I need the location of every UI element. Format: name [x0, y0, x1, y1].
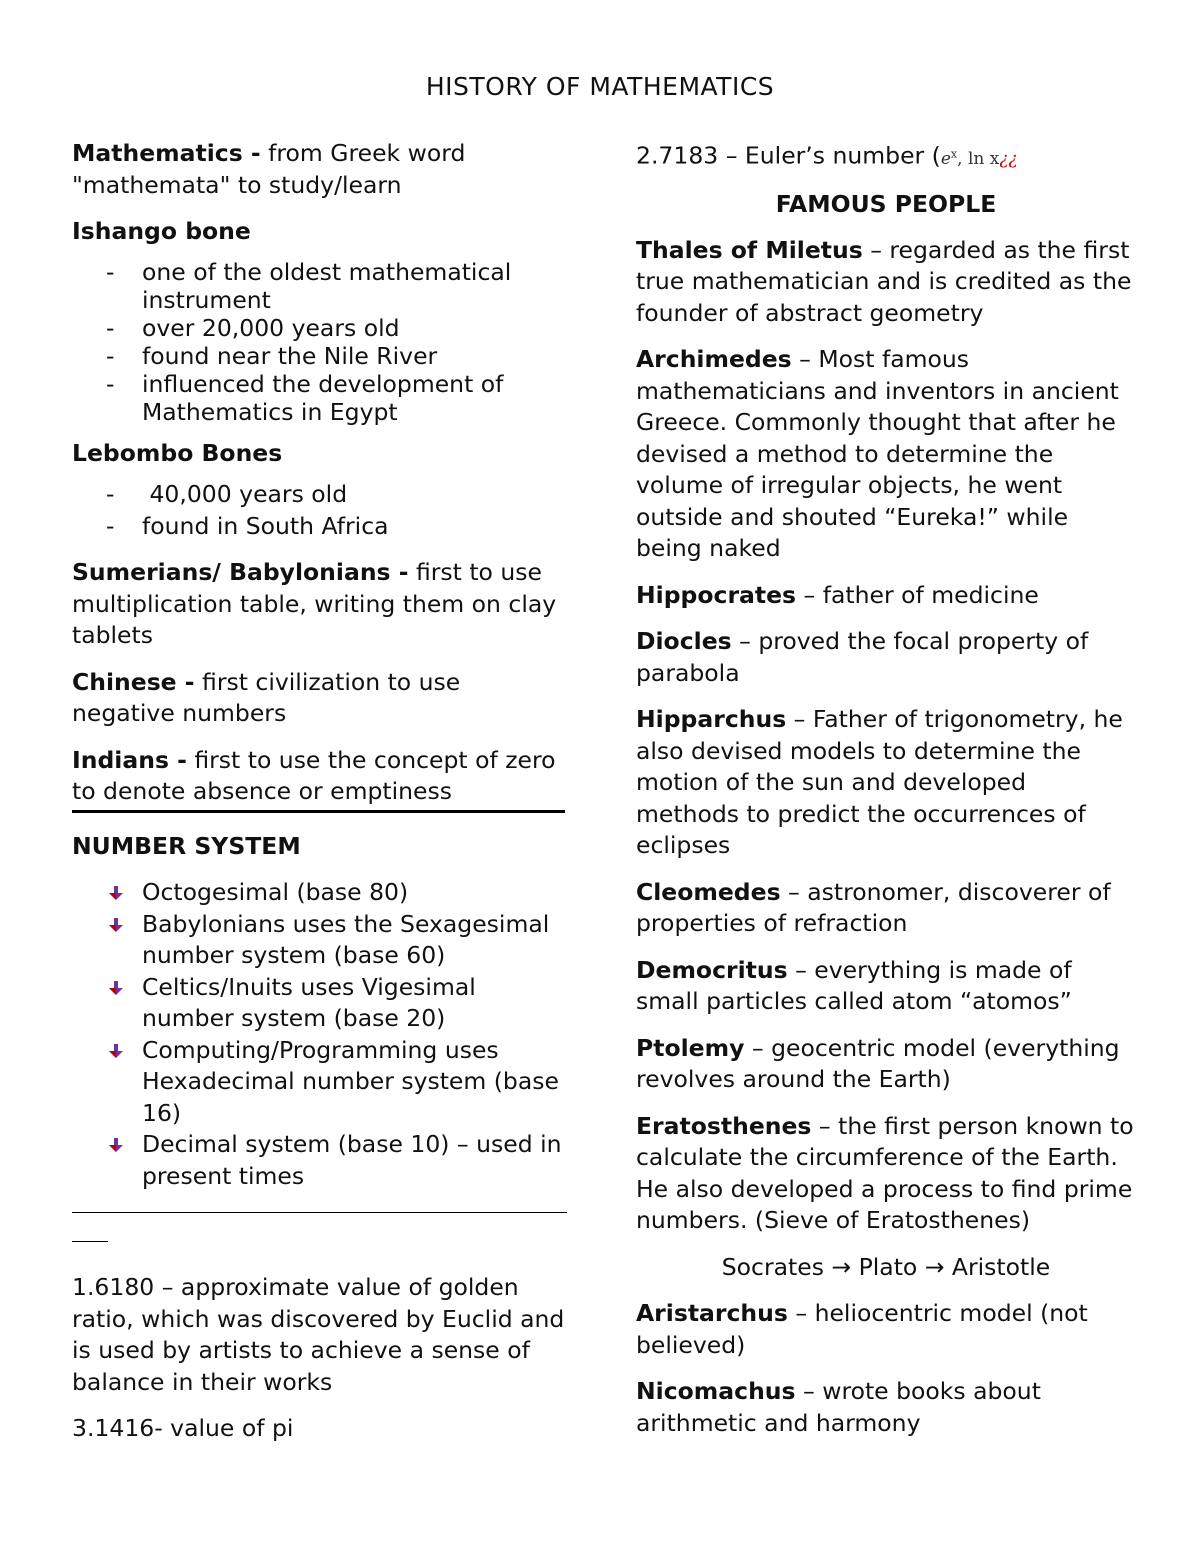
person-entry: Hipparchus – Father of trigonometry, he also devised models to determine the motion of the sun and developed methods to predict the occurrences of eclipses	[636, 705, 1123, 860]
euler-note: 2.7183 – Euler’s number ($e^x$, ln x¿¿	[636, 141, 1018, 170]
famous-people-heading: FAMOUS PEOPLE	[775, 190, 997, 219]
list-item: Decimal system (base 10) – used in present times	[72, 1129, 567, 1192]
list-item: - 40,000 years old	[106, 480, 348, 508]
person-entry: Aristarchus – heliocentric model (not believed)	[636, 1299, 1088, 1359]
person-entry: Ptolemy – geocentric model (everything revolves around the Earth)	[636, 1033, 1120, 1094]
ishango-heading: Ishango bone	[72, 217, 251, 245]
person-entry: Nicomachus – wrote books about arithmetic and harmony	[636, 1377, 1041, 1437]
footnote-divider-short	[72, 1241, 108, 1242]
person-entry: Diocles – proved the focal property of parabola	[636, 627, 1089, 687]
pi-note: 3.1416- value of pi	[72, 1414, 294, 1442]
list-item: Computing/Programming uses Hexadecimal number system (base 16)	[72, 1035, 567, 1130]
ishango-list	[72, 258, 567, 426]
chinese-definition: Chinese - first civilization to use negative numbers	[72, 667, 461, 727]
list-item: Celtics/Inuits uses Vigesimal number system (base 20)	[72, 972, 567, 1035]
left-column	[72, 138, 567, 1460]
arrow-down-icon	[108, 1043, 124, 1059]
lebombo-list	[72, 479, 567, 542]
arrow-down-icon	[108, 980, 124, 996]
section-divider	[72, 810, 565, 813]
person-entry: Democritus – everything is made of small particles called atom “atomos”	[636, 955, 1072, 1016]
list-item: - found near the Nile River	[106, 341, 438, 370]
list-item: Octogesimal (base 80)	[72, 877, 567, 909]
mathematics-definition	[72, 138, 567, 201]
list-item: Babylonians uses the Sexagesimal number system (base 60)	[72, 909, 567, 972]
person-entry: Eratosthenes – the first person known to calculate the circumference of the Earth. He also developed a process to find prime numbers. (Sieve of Eratosthenes)	[636, 1111, 1134, 1235]
mathematics-term: Mathematics -	[72, 139, 261, 167]
number-system-heading: NUMBER SYSTEM	[72, 831, 301, 860]
lebombo-heading: Lebombo Bones	[72, 438, 283, 467]
number-system-list	[72, 877, 567, 1192]
person-entry: Cleomedes – astronomer, discoverer of properties of refraction	[636, 877, 1111, 938]
list-item: - found in South Africa	[106, 511, 389, 540]
person-entry: Hippocrates – father of medicine	[636, 580, 1039, 609]
right-column	[636, 138, 1136, 1454]
list-item: - one of the oldest mathematical instrument	[106, 257, 512, 314]
arrow-down-icon	[108, 885, 124, 901]
golden-ratio-note: 1.6180 – approximate value of golden ratio, which was discovered by Euclid and is used by artists to achieve a sense of balance in their works	[72, 1273, 565, 1396]
person-entry: Archimedes – Most famous mathematicians and inventors in ancient Greece. Commonly thought that after he devised a method to determine the volume of irregular objects, he went outside and shouted “Eureka!” while being naked	[636, 345, 1119, 563]
footnote-divider	[72, 1212, 567, 1213]
page-title: HISTORY OF MATHEMATICS	[425, 72, 775, 101]
mathematics-text: from Greek word "mathemata" to study/learn	[72, 139, 466, 199]
list-item: - influenced the development of Mathematics in Egypt	[106, 369, 504, 426]
indians-definition: Indians - first to use the concept of zero to denote absence or emptiness	[72, 745, 556, 805]
euler-formula: $e^x$, ln x¿¿	[940, 147, 1018, 169]
philosopher-lineage: Socrates → Plato → Aristotle	[721, 1252, 1051, 1281]
arrow-down-icon	[108, 1137, 124, 1153]
list-item: - over 20,000 years old	[106, 313, 400, 342]
person-entry: Thales of Miletus – regarded as the first true mathematician and is credited as the founder of abstract geometry	[636, 235, 1132, 327]
sumerians-definition: Sumerians/ Babylonians - first to use multiplication table, writing them on clay tablets	[72, 558, 557, 649]
arrow-down-icon	[108, 917, 124, 933]
